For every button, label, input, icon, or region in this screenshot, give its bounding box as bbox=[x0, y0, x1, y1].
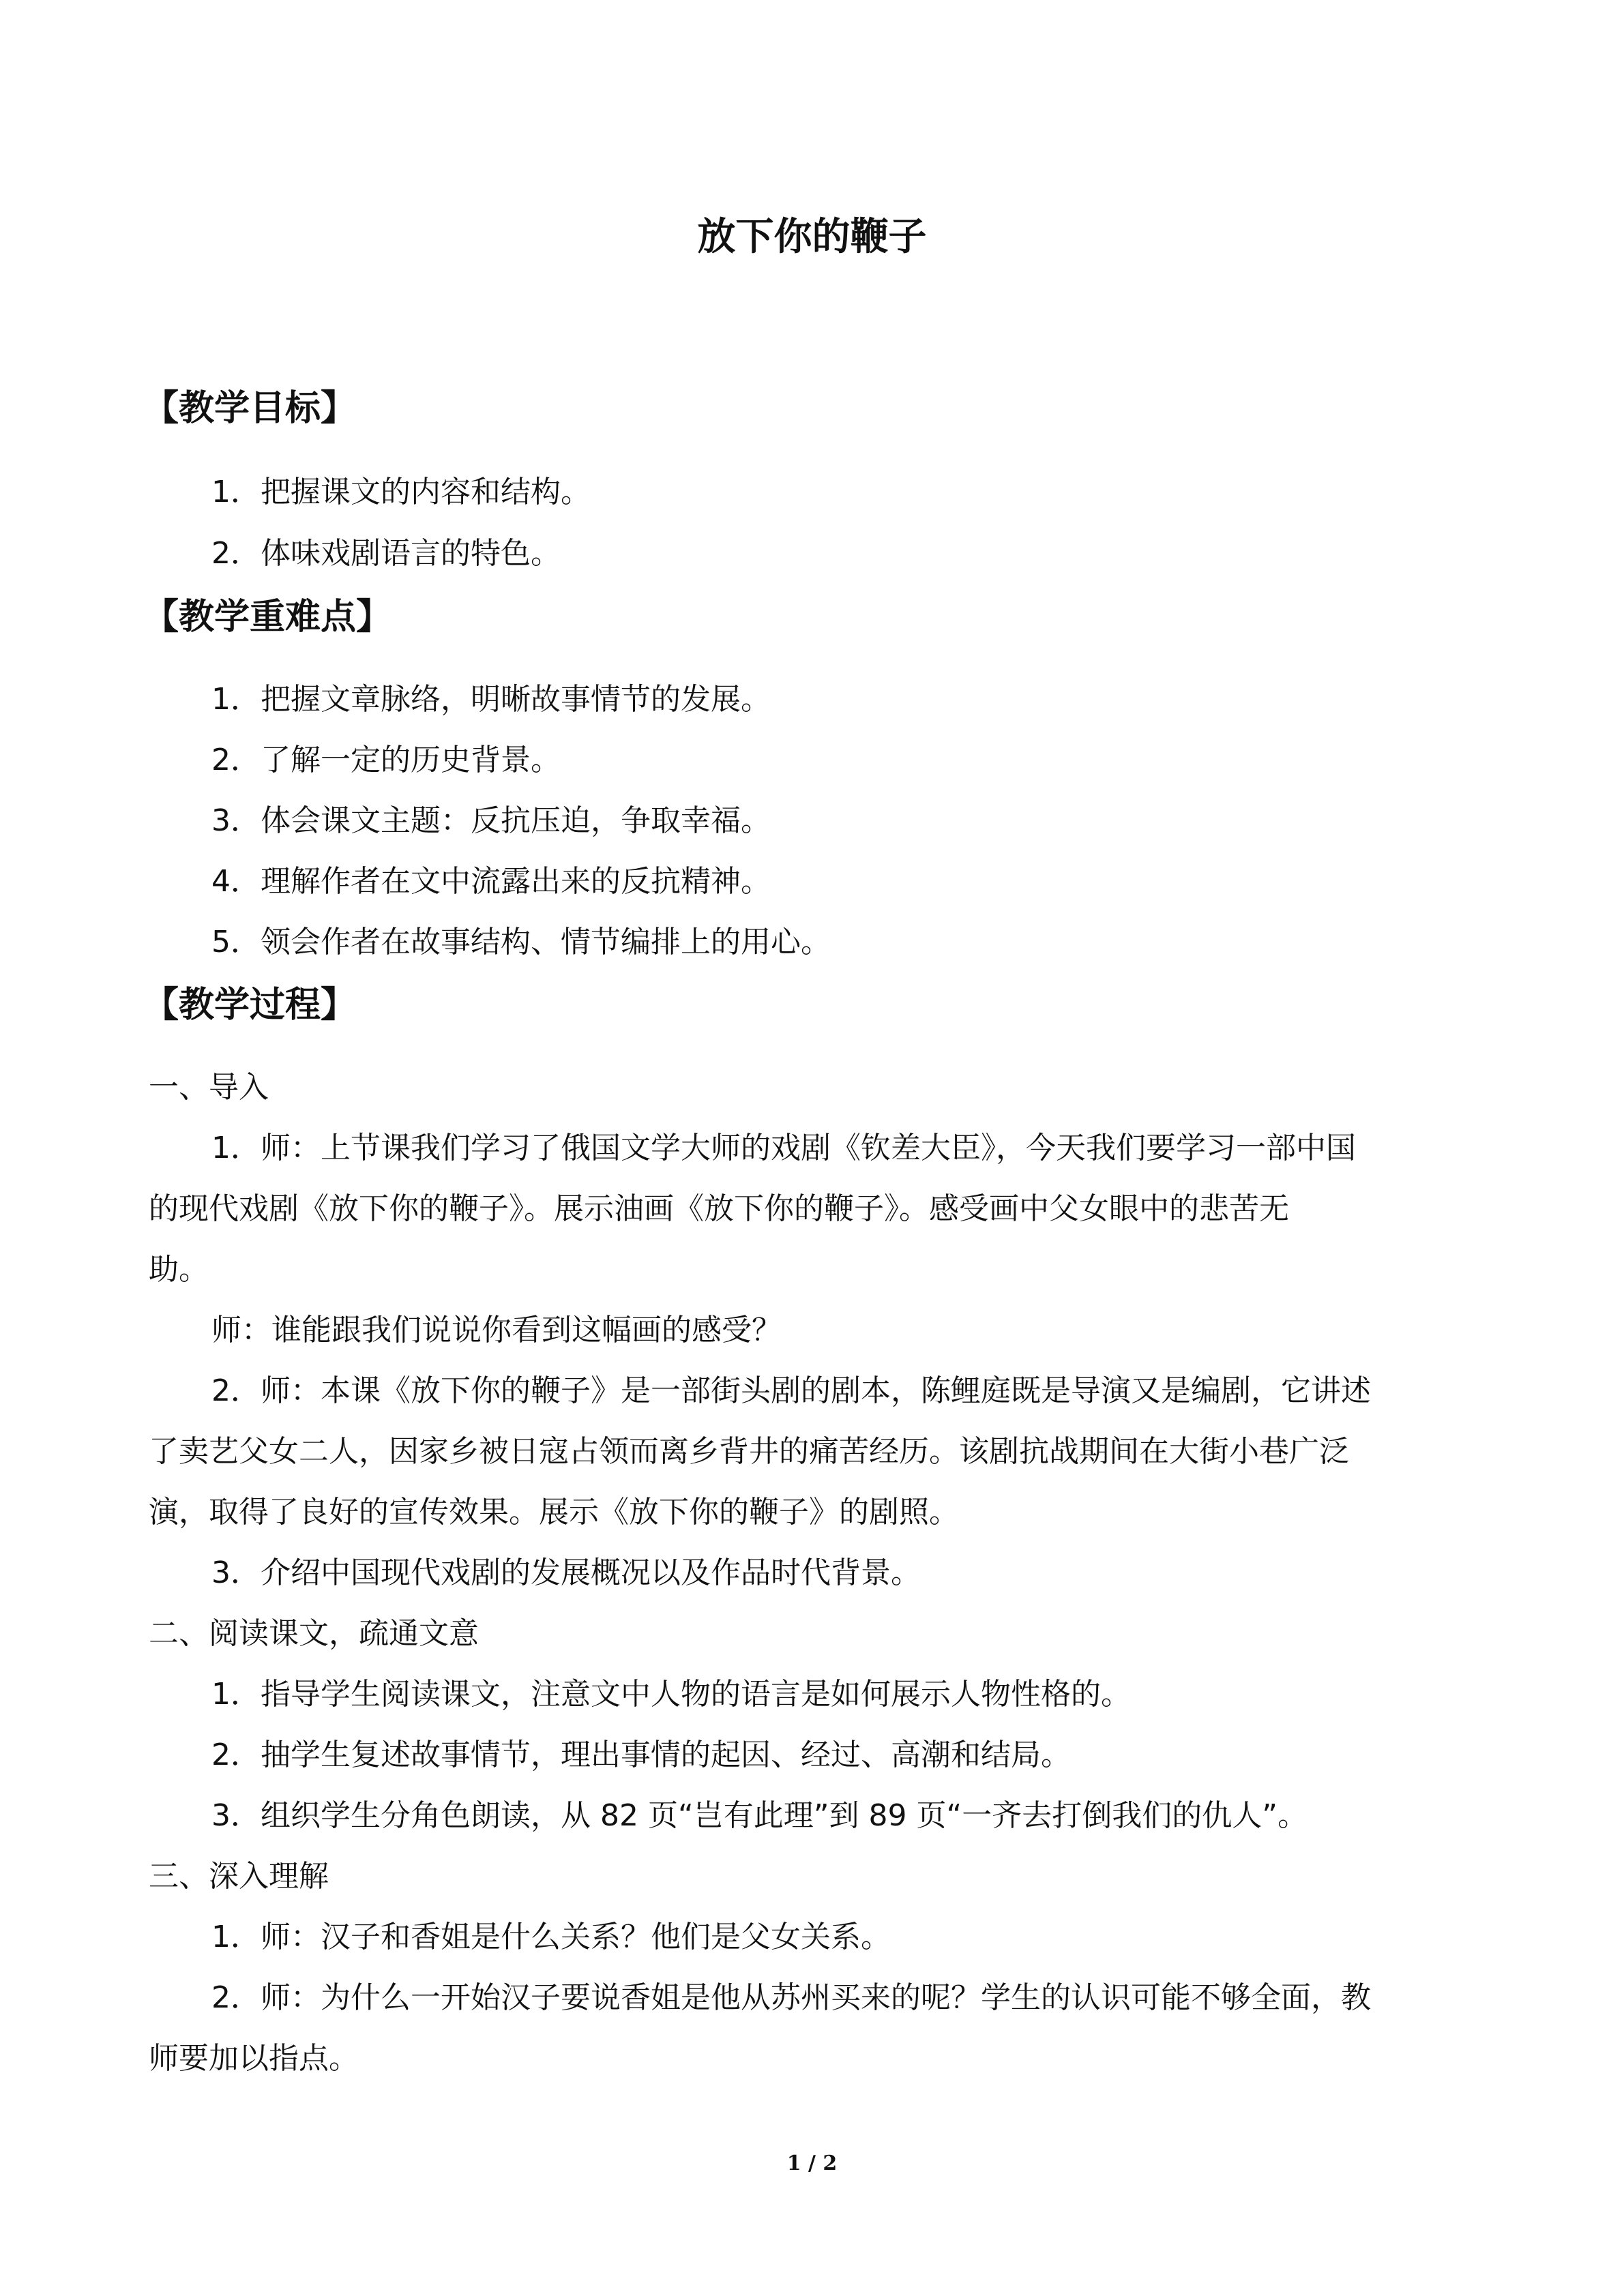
section-heading-key-points: 【教学重难点】 bbox=[143, 597, 392, 638]
paragraph-line: 师要加以指点。 bbox=[149, 2041, 359, 2076]
paragraph-line: 3．介绍中国现代戏剧的发展概况以及作品时代背景。 bbox=[211, 1555, 921, 1590]
reading-item: 3．组织学生分角色朗读，从 82 页“岂有此理”到 89 页“一齐去打倒我们的仇人”。 bbox=[211, 1798, 1308, 1833]
key-point-item: 3．体会课文主题：反抗压迫，争取幸福。 bbox=[211, 803, 771, 838]
key-point-item: 4．理解作者在文中流露出来的反抗精神。 bbox=[211, 864, 771, 899]
paragraph-line: 师：谁能跟我们说说你看到这幅画的感受？ bbox=[211, 1313, 782, 1347]
paragraph-line: 的现代戏剧《放下你的鞭子》。展示油画《放下你的鞭子》。感受画中父女眼中的悲苦无 bbox=[149, 1191, 1289, 1226]
subsection-title-reading: 二、阅读课文，疏通文意 bbox=[149, 1616, 479, 1651]
paragraph-line: 1．师：汉子和香姐是什么关系？他们是父女关系。 bbox=[211, 1920, 891, 1954]
key-point-item: 1．把握文章脉络，明晰故事情节的发展。 bbox=[211, 682, 771, 717]
page-number: 1 / 2 bbox=[786, 2151, 838, 2175]
subsection-title-understanding: 三、深入理解 bbox=[149, 1859, 329, 1894]
section-heading-process: 【教学过程】 bbox=[143, 985, 357, 1026]
document-title: 放下你的鞭子 bbox=[697, 215, 927, 259]
paragraph-line: 2．师：为什么一开始汉子要说香姐是他从苏州买来的呢？学生的认识可能不够全面，教 bbox=[211, 1980, 1371, 2015]
section-heading-goals: 【教学目标】 bbox=[143, 388, 357, 429]
paragraph-line: 了卖艺父女二人，因家乡被日寇占领而离乡背井的痛苦经历。该剧抗战期间在大街小巷广泛 bbox=[149, 1434, 1349, 1469]
goal-item: 1．把握课文的内容和结构。 bbox=[211, 475, 591, 509]
paragraph-line: 1．师：上节课我们学习了俄国文学大师的戏剧《钦差大臣》，今天我们要学习一部中国 bbox=[211, 1131, 1356, 1165]
reading-item: 2．抽学生复述故事情节，理出事情的起因、经过、高潮和结局。 bbox=[211, 1738, 1071, 1772]
paragraph-line: 演，取得了良好的宣传效果。展示《放下你的鞭子》的剧照。 bbox=[149, 1495, 959, 1530]
key-point-item: 2．了解一定的历史背景。 bbox=[211, 743, 561, 777]
paragraph-line: 2．师：本课《放下你的鞭子》是一部街头剧的剧本，陈鲤庭既是导演又是编剧，它讲述 bbox=[211, 1373, 1371, 1408]
reading-item: 1．指导学生阅读课文，注意文中人物的语言是如何展示人物性格的。 bbox=[211, 1677, 1131, 1712]
paragraph-line: 助。 bbox=[149, 1252, 209, 1287]
subsection-title-intro: 一、导入 bbox=[149, 1070, 269, 1105]
goal-item: 2．体味戏剧语言的特色。 bbox=[211, 536, 561, 571]
key-point-item: 5．领会作者在故事结构、情节编排上的用心。 bbox=[211, 925, 831, 959]
